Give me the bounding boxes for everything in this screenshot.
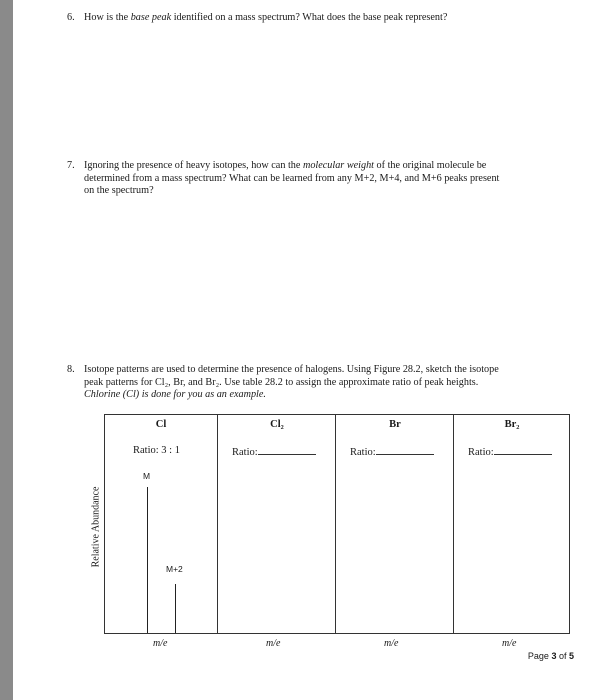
text-line: Chlorine (Cl) is done for you as an example. <box>84 389 266 400</box>
peak-label-m2: M+2 <box>166 564 183 574</box>
isotope-pattern-table <box>104 414 570 634</box>
text-segment: How is the <box>84 12 131 23</box>
text-line: peak patterns for Cl₂, Br, and Br₂. Use table 28.2 to assign the approximate ratio of peak heights. <box>84 376 479 388</box>
question-number: 6. <box>67 12 75 23</box>
text-line: determined from a mass spectrum? What can be learned from any M+2, M+4, and M+6 peaks present <box>84 172 500 184</box>
ratio-blank[interactable] <box>376 445 434 455</box>
x-axis-label-br2: m/e <box>502 638 517 649</box>
current-page: 3 <box>551 651 557 661</box>
ratio-text <box>232 445 316 458</box>
peak-m <box>147 487 148 633</box>
question-text <box>84 364 499 402</box>
x-axis-label-cl: m/e <box>153 638 168 649</box>
ratio-text <box>133 445 180 456</box>
ratio-text <box>350 445 434 458</box>
emphasis-text: base peak <box>130 12 172 23</box>
column-header: Br <box>389 419 401 430</box>
ratio-text <box>468 445 552 458</box>
column-header: Cl <box>155 419 167 430</box>
x-axis-label-cl2: m/e <box>266 638 281 649</box>
column-br <box>335 415 454 633</box>
column-header: Cl₂ <box>270 419 284 430</box>
ratio-value: 3 : 1 <box>161 445 180 456</box>
emphasis-text: molecular weight <box>302 160 374 171</box>
text-segment: identified on a mass spectrum? What does the base peak represent? <box>171 12 448 23</box>
column-cl <box>105 415 217 633</box>
peak-label-m: M <box>143 471 151 481</box>
question-text <box>84 160 499 198</box>
column-br2 <box>453 415 570 633</box>
total-pages: 5 <box>568 651 574 661</box>
footer-text: of <box>556 651 569 661</box>
question-text <box>84 12 447 25</box>
question-number: 7. <box>67 160 75 171</box>
text-segment: Ignoring the presence of heavy isotopes, how can the <box>84 160 303 171</box>
ratio-blank[interactable] <box>494 445 552 455</box>
ratio-blank[interactable] <box>258 445 316 455</box>
page-number <box>528 651 574 661</box>
ratio-label: Ratio: <box>133 445 159 456</box>
column-cl2 <box>217 415 336 633</box>
text-line <box>84 160 499 173</box>
page-edge <box>0 0 13 700</box>
footer-text: Page <box>527 651 552 661</box>
peak-m2 <box>175 584 176 633</box>
text-line: on the spectrum? <box>84 185 154 196</box>
text-segment: of the original molecule be <box>374 160 487 171</box>
y-axis-label: Relative Abundance <box>90 486 102 568</box>
text-line: Isotope patterns are used to determine the presence of halogens. Using Figure 28.2, sketch the isotope <box>84 364 499 375</box>
ratio-label: Ratio: <box>468 447 494 458</box>
x-axis-label-br: m/e <box>384 638 399 649</box>
question-number: 8. <box>67 364 75 375</box>
ratio-label: Ratio: <box>232 447 258 458</box>
column-header: Br₂ <box>504 419 520 430</box>
ratio-label: Ratio: <box>350 447 376 458</box>
